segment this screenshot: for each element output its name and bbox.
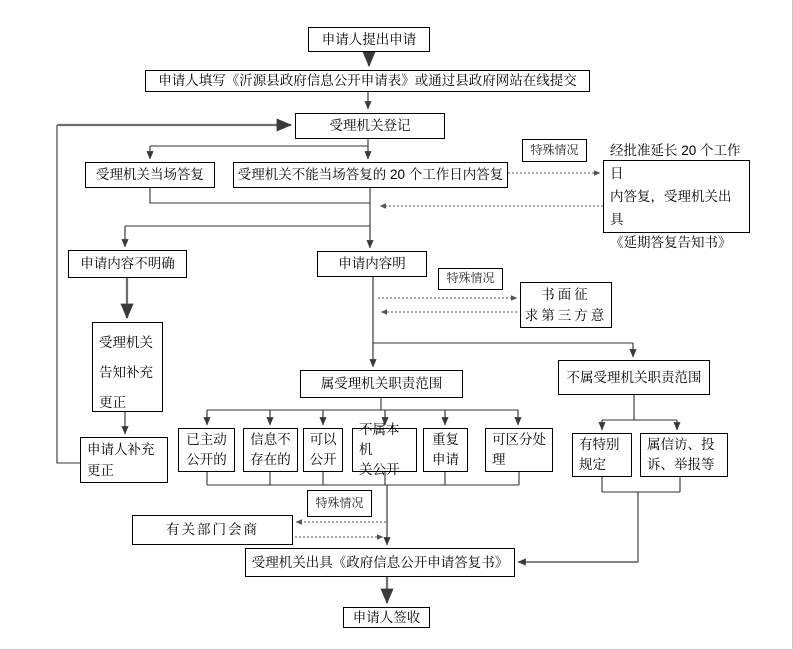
node-petition-complaint: 属信访、投 诉、举报等 [640,433,728,477]
node-repeated-application: 重复 申请 [423,428,468,472]
label-special-case-2: 特殊情况 [438,268,503,290]
node-outside-scope: 不属受理机关职责范围 [558,360,710,395]
node-department-consultation: 有关部门会商 [132,515,293,545]
node-separable-handling: 可区分处 理 [485,428,553,472]
node-consult-third-party: 书面征 求第三方意 [520,282,612,328]
label-special-case-3: 特殊情况 [307,490,372,517]
node-within-scope: 属受理机关职责范围 [300,370,463,398]
node-onspot-reply: 受理机关当场答复 [85,162,215,188]
node-content-unclear: 申请内容不明确 [68,250,187,278]
node-already-public: 已主动 公开的 [178,428,235,472]
node-notify-supplement: 受理机关 告知补充 更正 [92,322,163,412]
node-info-not-exist: 信息不 存在的 [243,428,298,472]
node-register: 受理机关登记 [295,113,445,139]
node-special-rule: 有特别 规定 [572,433,632,477]
node-other-agency-disclose: 不属本机 关公开 [352,428,417,472]
node-extended-reply: 经批准延长 20 个工作日 内答复，受理机关出具 《延期答复告知书》 [603,160,750,233]
node-submit-application: 申请人提出申请 [308,27,430,52]
node-issue-reply-document: 受理机关出具《政府信息公开申请答复书》 [245,548,515,577]
node-applicant-supplement: 申请人补充 更正 [80,437,168,483]
label-special-case-1: 特殊情况 [522,139,587,162]
node-content-clear: 申请内容明 [317,251,427,277]
node-can-disclose: 可以 公开 [303,428,343,472]
node-applicant-sign: 申请人签收 [343,607,430,628]
node-reply-within-20-days: 受理机关不能当场答复的 20 个工作日内答复 [233,162,508,188]
node-fill-application-form: 申请人填写《沂源县政府信息公开申请表》或通过县政府网站在线提交 [145,70,590,92]
